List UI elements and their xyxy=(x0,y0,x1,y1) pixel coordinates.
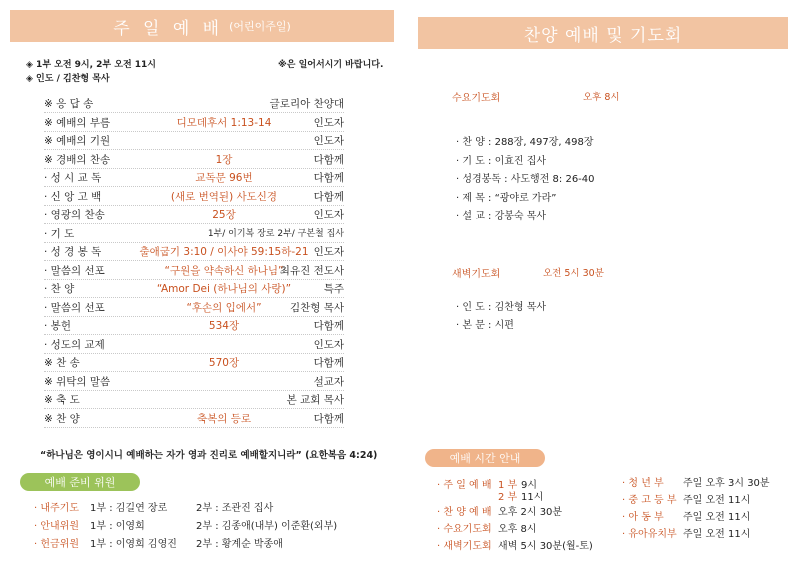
schedule-part-label: 2 부 xyxy=(498,492,518,503)
order-row xyxy=(44,335,344,354)
order-item-leader: 인도자 xyxy=(313,338,344,351)
schedule-service-name: · 주 일 예 배 xyxy=(437,480,492,491)
order-item-name: ※ 찬 양 xyxy=(44,412,80,425)
order-item-name: ※ 위탁의 말씀 xyxy=(44,375,111,388)
scripture-quote: “하나님은 영이시니 예배하는 자가 영과 진리로 예배할지니라” (요한복음 4:24) xyxy=(40,450,378,461)
prep-first-service: 1부 : 이영희 xyxy=(90,521,145,532)
schedule-part-time: 9시 xyxy=(521,480,538,491)
order-item-detail: “Amor Dei (하나님의 사랑)” xyxy=(156,283,292,295)
schedule-service-time: 새벽 5시 30분(월-토) xyxy=(498,541,593,552)
order-row xyxy=(44,409,344,428)
order-item-leader: 설교자 xyxy=(313,375,344,388)
left-banner-subtitle: (어린이주일) xyxy=(229,20,291,33)
order-item-name: · 신 앙 고 백 xyxy=(44,190,102,203)
order-item-leader: 다함께 xyxy=(313,320,344,332)
order-row xyxy=(44,205,344,224)
order-item-name: ※ 축 도 xyxy=(44,394,80,406)
wednesday-title: 수요기도회 xyxy=(452,93,501,104)
order-row xyxy=(44,187,344,206)
order-row xyxy=(44,94,344,113)
order-item-name: ※ 찬 송 xyxy=(44,357,80,369)
order-row xyxy=(44,279,344,298)
order-item-detail: (새로 번역된) 사도신경 xyxy=(170,190,278,203)
schedule-dept-time: 주일 오전 11시 xyxy=(683,495,751,506)
order-item-name: · 말씀의 선포 xyxy=(44,301,105,314)
prep-role: · 안내위원 xyxy=(34,521,79,532)
order-item-leader: 인도자 xyxy=(313,246,344,258)
schedule-dept-name: · 중 고 등 부 xyxy=(622,495,677,506)
order-item-name: ※ 경배의 찬송 xyxy=(44,153,111,166)
left-banner-title: 주 일 예 배 xyxy=(113,18,224,39)
prep-second-service: 2부 : 조관진 집사 xyxy=(196,503,274,514)
order-item-name: · 말씀의 선포 xyxy=(44,264,105,277)
order-item-name: · 찬 양 xyxy=(44,283,75,295)
prep-committee-title: 예배 준비 위원 xyxy=(20,473,140,491)
order-item-name: · 봉헌 xyxy=(44,320,71,332)
prep-second-service: 2부 : 황계순 박종애 xyxy=(196,539,283,550)
prep-first-service: 1부 : 김길연 장로 xyxy=(90,503,168,514)
order-row xyxy=(44,168,344,187)
schedule-dept-name: · 유아유치부 xyxy=(622,529,677,540)
order-item-leader: 김찬형 목사 xyxy=(289,301,344,314)
stand-note: ※은 일어서시기 바랍니다. xyxy=(278,60,384,70)
wednesday-time: 오후 8시 xyxy=(583,92,620,103)
schedule-service-time: 오후 8시 xyxy=(498,524,537,535)
order-item-leader: 다함께 xyxy=(313,172,344,184)
order-item-leader: 특주 xyxy=(323,283,344,295)
order-row xyxy=(44,113,344,132)
order-item-detail: 출애굽기 3:10 / 이사야 59:15하-21 xyxy=(139,246,309,258)
dawn-time: 오전 5시 30분 xyxy=(543,268,604,279)
order-item-detail: “후손의 입에서” xyxy=(186,301,262,314)
order-item-leader: 1부/ 이기복 장로 2부/ 구본철 집사 xyxy=(207,228,344,239)
leader-line: ◈ 인도 / 김찬형 목사 xyxy=(26,74,110,84)
order-item-leader: 인도자 xyxy=(313,116,344,129)
order-row xyxy=(44,242,344,261)
dawn-item: · 본 문 : 시편 xyxy=(456,320,514,331)
order-item-name: · 성 시 교 독 xyxy=(44,172,102,184)
schedule-service-name: · 새벽기도회 xyxy=(437,541,492,552)
order-item-name: · 기 도 xyxy=(44,227,75,240)
schedule-service-name: · 찬 양 예 배 xyxy=(437,507,492,518)
order-item-detail: 25장 xyxy=(212,209,236,221)
order-row xyxy=(44,390,344,409)
schedule-part-time: 11시 xyxy=(521,492,544,503)
order-item-leader: 인도자 xyxy=(313,209,344,221)
schedule-dept-time: 주일 오전 11시 xyxy=(683,529,751,540)
wednesday-item: · 설 교 : 강봉숙 목사 xyxy=(456,211,547,222)
service-times: ◈ 1부 오전 9시, 2부 오전 11시 xyxy=(26,60,157,70)
order-row xyxy=(44,261,344,280)
dawn-item: · 인 도 : 김찬형 목사 xyxy=(456,302,547,313)
order-item-detail: “구원을 약속하신 하나님” xyxy=(164,264,284,277)
order-item-leader: 인도자 xyxy=(313,135,344,147)
prep-role: · 내주기도 xyxy=(34,503,79,514)
schedule-title: 예배 시간 안내 xyxy=(425,449,545,467)
order-item-detail: 교독문 96번 xyxy=(195,172,253,184)
order-item-name: · 영광의 찬송 xyxy=(44,209,105,221)
dawn-title: 새벽기도회 xyxy=(452,269,501,280)
schedule-service-name: · 수요기도회 xyxy=(437,524,492,535)
order-row xyxy=(44,298,344,317)
order-row xyxy=(44,150,344,169)
prep-second-service: 2부 : 김종애(내부) 이준환(외부) xyxy=(196,521,338,532)
order-item-leader: 글로리아 찬양대 xyxy=(269,98,344,110)
order-item-detail: 570장 xyxy=(208,357,240,369)
order-item-detail: 1장 xyxy=(215,153,233,166)
order-item-detail: 534장 xyxy=(208,320,240,332)
order-item-leader: 다함께 xyxy=(313,190,344,203)
schedule-service-time: 오후 2시 30분 xyxy=(498,507,563,518)
right-banner-title: 찬양 예배 및 기도회 xyxy=(523,25,683,46)
order-item-leader: 다함께 xyxy=(313,412,344,425)
wednesday-item: · 찬 양 : 288장, 497장, 498장 xyxy=(456,137,594,148)
order-row xyxy=(44,316,344,335)
schedule-part-label: 1 부 xyxy=(498,480,518,491)
prep-first-service: 1부 : 이영희 김영진 xyxy=(90,539,177,550)
order-row xyxy=(44,372,344,391)
order-item-detail: 디모데후서 1:13-14 xyxy=(176,116,272,129)
right-banner xyxy=(418,17,788,49)
left-banner xyxy=(10,10,394,42)
prep-role: · 헌금위원 xyxy=(34,539,79,550)
wednesday-item: · 기 도 : 이효진 집사 xyxy=(456,155,547,167)
order-item-leader: 본 교회 목사 xyxy=(286,394,344,406)
order-item-leader: 다함께 xyxy=(313,153,344,166)
order-item-name: · 성도의 교제 xyxy=(44,338,105,351)
wednesday-item: · 제 목 : “광야로 가라” xyxy=(456,192,557,204)
order-row xyxy=(44,224,344,243)
order-item-name: ※ 예배의 부름 xyxy=(44,116,111,129)
order-item-name: · 성 경 봉 독 xyxy=(44,246,102,258)
schedule-dept-time: 주일 오후 3시 30분 xyxy=(683,478,770,489)
order-item-name: ※ 예배의 기원 xyxy=(44,135,111,147)
order-item-leader: 최유진 전도사 xyxy=(279,264,344,277)
order-item-detail: 축복의 등로 xyxy=(196,412,252,425)
order-item-leader: 다함께 xyxy=(313,357,344,369)
schedule-dept-name: · 청 년 부 xyxy=(622,478,664,489)
order-item-name: ※ 응 답 송 xyxy=(44,98,94,110)
schedule-dept-name: · 아 동 부 xyxy=(622,512,664,523)
schedule-dept-time: 주일 오전 11시 xyxy=(683,512,751,523)
order-row xyxy=(44,353,344,372)
order-row xyxy=(44,131,344,150)
wednesday-item: · 성경봉독 : 사도행전 8: 26-40 xyxy=(456,174,595,185)
